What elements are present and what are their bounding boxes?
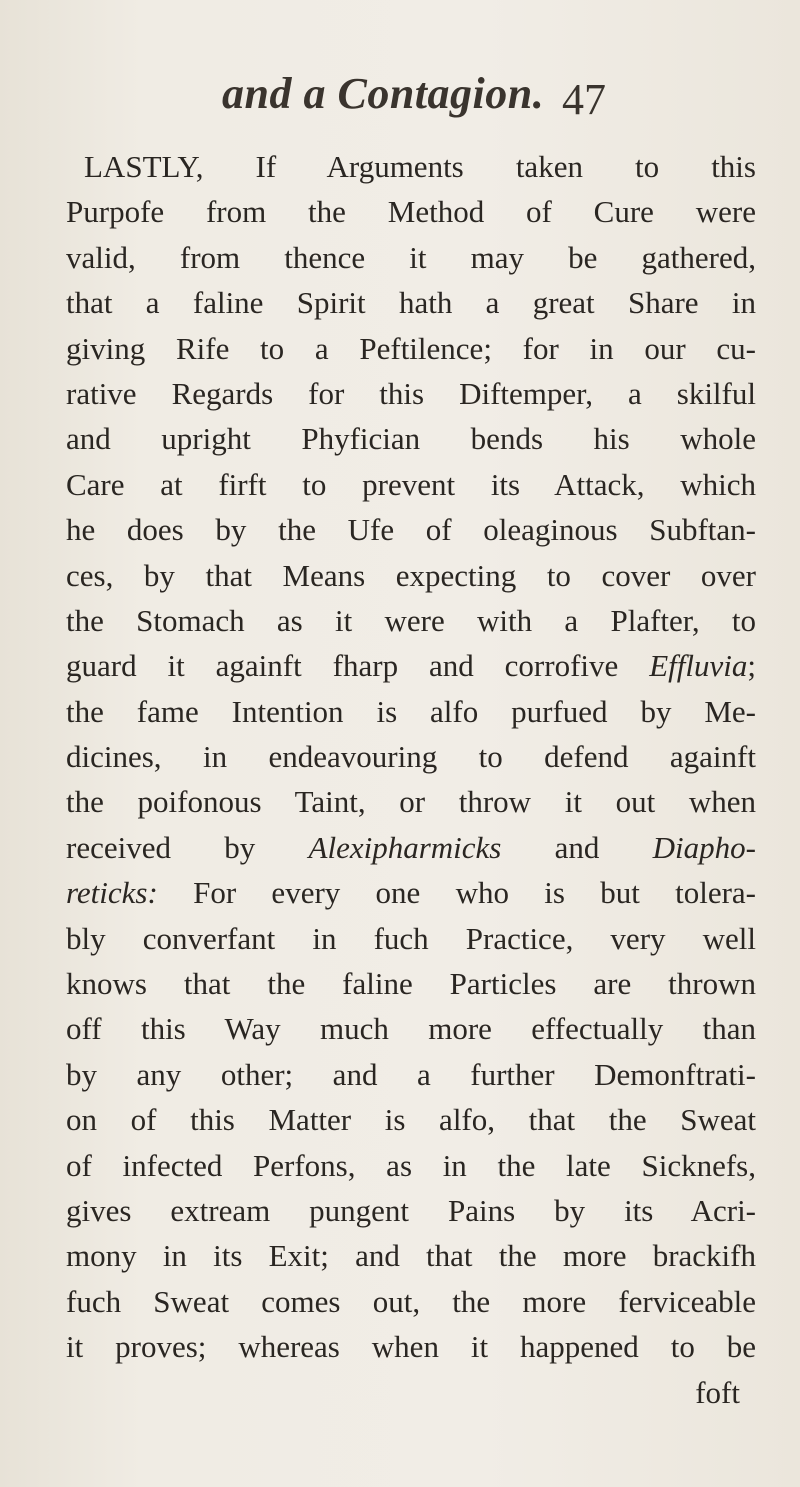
text-line: of infected Perfons, as in the late Sicknefs, (66, 1147, 756, 1183)
text-segment: ; (747, 648, 756, 684)
italic-term: Effluvia (649, 648, 748, 684)
text-line: off this Way much more effectually than (66, 1011, 756, 1047)
text-line: fuch Sweat comes out, the more ferviceable (66, 1283, 756, 1319)
text-line: valid, from thence it may be gathered, (66, 239, 756, 275)
text-line (66, 643, 756, 688)
text-line: mony in its Exit; and that the more brackifh (66, 1238, 756, 1274)
text-segment: For every one who is but tolera- (157, 875, 756, 911)
catchword: foft (695, 1374, 740, 1410)
text-line: Care at firft to prevent its Attack, which (66, 466, 756, 502)
text-line: rative Regards for this Diftemper, a skilful (66, 375, 756, 411)
text-line (66, 870, 756, 915)
text-segment: and (501, 829, 653, 865)
text-line: he does by the Ufe of oleaginous Subftan- (66, 512, 756, 548)
text-line: it proves; whereas when it happened to be (66, 1329, 756, 1365)
text-line: the fame Intention is alfo purfued by Me- (66, 693, 756, 729)
text-line: knows that the faline Particles are thrown (66, 966, 756, 1002)
italic-term: reticks: (66, 875, 158, 911)
text-line: and upright Phyfician bends his whole (66, 421, 756, 457)
text-segment: guard it againft fharp and corrofive (66, 648, 650, 684)
text-line: bly converfant in fuch Practice, very well (66, 920, 756, 956)
italic-term: Alexipharmicks (308, 829, 502, 865)
text-line: on of this Matter is alfo, that the Sweat (66, 1102, 756, 1138)
text-line: giving Rife to a Peftilence; for in our cu- (66, 330, 756, 366)
text-line: ces, by that Means expecting to cover over (66, 557, 756, 593)
page-header (0, 68, 800, 128)
text-line: that a faline Spirit hath a great Share in (66, 285, 756, 321)
text-line: dicines, in endeavouring to defend againft (66, 739, 756, 775)
text-line: the poifonous Taint, or throw it out when (66, 784, 756, 820)
text-line: the Stomach as it were with a Plafter, to (66, 602, 756, 638)
text-line: gives extream pungent Pains by its Acri- (66, 1192, 756, 1228)
text-line: LASTLY, If Arguments taken to this (84, 149, 756, 184)
text-line: Purpofe from the Method of Cure were (66, 194, 756, 230)
text-segment: received by (66, 829, 309, 865)
running-title: and a Contagion. (222, 69, 545, 118)
text-line (66, 825, 756, 870)
italic-term: Diapho- (652, 829, 756, 865)
text-line: by any other; and a further Demonftrati- (66, 1056, 756, 1092)
body-paragraph (66, 144, 756, 1415)
page-number: 47 (562, 75, 606, 124)
